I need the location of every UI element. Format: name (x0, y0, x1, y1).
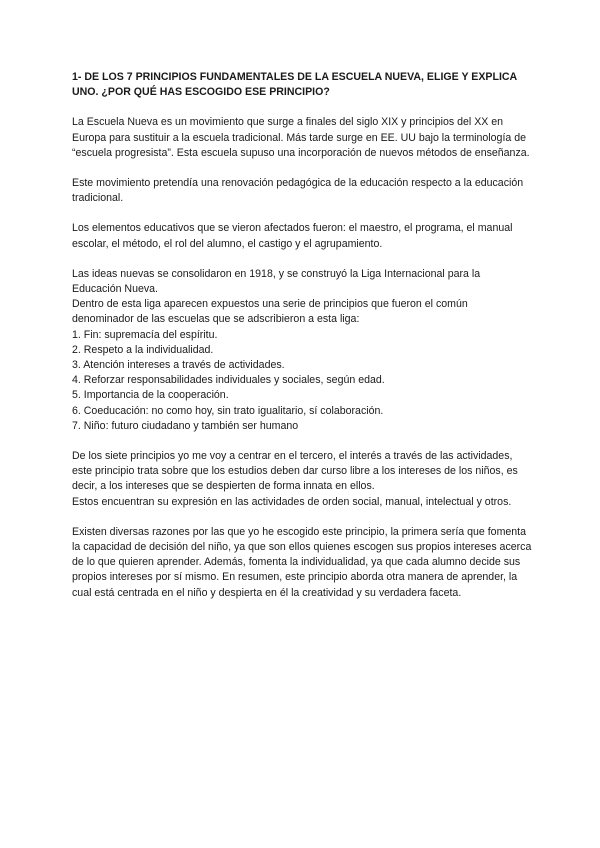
list-item: 2. Respeto a la individualidad. (72, 343, 214, 356)
paragraph-league: Las ideas nuevas se consolidaron en 1918, y se construyó la Liga Internacional para la Educación Nueva. (72, 267, 481, 296)
principles-list (72, 328, 532, 434)
list-item: 5. Importancia de la cooperación. (72, 389, 229, 402)
document-title: 1- DE LOS 7 PRINCIPIOS FUNDAMENTALES DE LA ESCUELA NUEVA, ELIGE Y EXPLICA UNO. ¿POR QUÉ HAS ESCOGIDO ESE PRINCIPIO? (72, 71, 517, 99)
paragraph-choice: De los siete principios yo me voy a centrar en el tercero, el interés a través de las actividades, este principio trata sobre que los estudios deben dar curso libre a los intereses de los niños, es decir, a los intereses que se despierten de forma innata en ellos. (72, 450, 518, 493)
list-item: 3. Atención intereses a través de actividades. (72, 359, 285, 372)
list-item: 6. Coeducación: no como hoy, sin trato igualitario, sí colaboración. (72, 404, 384, 417)
paragraph-reasons: Existen diversas razones por las que yo he escogido este principio, la primera sería que fomenta la capacidad de decisión del niño, ya que son ellos quienes escogen sus propios intereses acerca de lo que quieren aprender. Además, fomenta la individualidad, ya que cada alumno decide sus propios intereses por sí mismo. En resumen, este principio aborda otra manera de aprender, la cual está centrada en el niño y despierta en él la creatividad y su verdadera faceta. (72, 525, 532, 599)
paragraph-expression: Estos encuentran su expresión en las actividades de orden social, manual, intelectual y otros. (72, 495, 512, 508)
list-item: 7. Niño: futuro ciudadano y también ser humano (72, 419, 299, 432)
paragraph-renovation: Este movimiento pretendía una renovación pedagógica de la educación respecto a la educación tradicional. (72, 177, 524, 205)
list-item: 4. Reforzar responsabilidades individuales y sociales, según edad. (72, 374, 385, 387)
document-page (72, 70, 532, 616)
paragraph-principles-intro: Dentro de esta liga aparecen expuestos una serie de principios que fueron el común denominador de las escuelas que se adscribieron a esta liga: (72, 298, 468, 326)
paragraph-intro: La Escuela Nueva es un movimiento que surge a finales del siglo XIX y principios del XX en Europa para sustituir a la escuela tradicional. Más tarde surge en EE. UU bajo la terminología de “escuela progresista”. Esta escuela supuso una incorporación de nuevos métodos de enseñanza. (72, 116, 530, 159)
paragraph-elements: Los elementos educativos que se vieron afectados fueron: el maestro, el programa, el manual escolar, el método, el rol del alumno, el castigo y el agrupamiento. (72, 222, 513, 250)
list-item: 1. Fin: supremacía del espíritu. (72, 328, 218, 341)
